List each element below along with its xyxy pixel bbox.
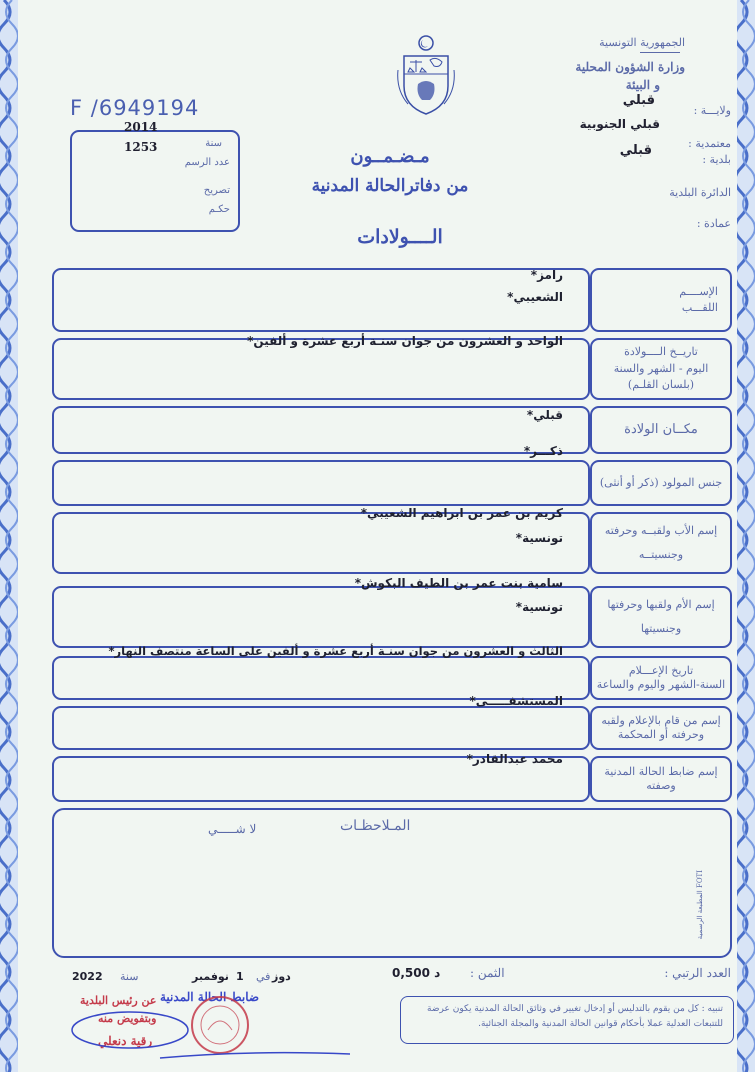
baladia-label: بلدية : (702, 153, 731, 166)
mother-nationality: تونسية* (515, 600, 563, 614)
issue-year-label: سنة (120, 970, 139, 983)
title-extract: مـضـمــون (350, 146, 430, 167)
declarant-field (52, 706, 590, 750)
father-label-2: وجنسيتــه (638, 548, 684, 561)
birthdate-label-3: (بلسان القلـم) (627, 378, 695, 392)
republic-label: الجمهورية التونسية (599, 36, 685, 49)
mother-label-box (590, 586, 732, 648)
birthdate-value: الواحد و العشرون من جوان سنـة أربع عشرة و ألفين* (247, 334, 563, 348)
title-births: الــــولادات (357, 226, 443, 248)
sex-label-box (590, 460, 732, 506)
birthplace-field (52, 406, 590, 454)
name-label-box (590, 268, 732, 332)
declaration-type-label: تصريح (203, 185, 230, 196)
motamadia-value: قبلي الجنوبية (579, 117, 660, 131)
birthplace-value: قبلي* (526, 408, 563, 422)
right-guilloche-border (737, 0, 755, 1072)
ministry-label-2: و البيئة (625, 78, 660, 92)
mother-label-1: إسم الأم ولقبها وحرفتها (607, 597, 715, 611)
judgment-type-label: حكـم (208, 204, 230, 215)
title-registers: من دفاترالحالة المدنية (311, 176, 469, 196)
mother-field (52, 586, 590, 648)
declarant-label-1: إسم من قام بالإعلام ولقبه (601, 713, 721, 727)
printer-side-text: المطبعة الرسمية FOTI (696, 870, 704, 940)
year-label: سنة (205, 138, 222, 149)
birthdate-label-box (590, 338, 732, 400)
mother-label-2: وجنسيتها (640, 622, 682, 635)
issue-year: 2022 (72, 970, 103, 983)
daira-label: الدائرة البلدية (669, 186, 731, 199)
wilaya-label: ولايـــة : (693, 104, 731, 117)
father-value: كريم بن عمر بن ابراهيم الشعيبي* (360, 506, 563, 520)
stamp-line-3: رقية دنعلي (98, 1034, 153, 1048)
father-field (52, 512, 590, 574)
ministry-label: وزارة الشؤون المحلية (575, 60, 685, 74)
declarant-value: المستشفـــــى* (469, 694, 563, 708)
issue-date (72, 970, 312, 988)
officer-label-2: وصفته (646, 779, 676, 792)
sex-field (52, 460, 590, 506)
year-value: 2014 (124, 120, 158, 134)
price-value: 0,500 د (392, 966, 441, 980)
notes-value: لا شـــــي (208, 822, 257, 836)
issue-in: في (256, 970, 271, 983)
officer-label-box (590, 756, 732, 802)
declaration-date-value: الثالث و العشرون من جوان سنـة أربع عشرة و ألفين على الساعة منتصف النهار* (108, 644, 563, 658)
birthplace-label: مكــان الولادة (624, 422, 698, 438)
issue-place: دوز (272, 970, 291, 983)
officer-value: محمد عبدالقادر* (466, 752, 563, 766)
issue-month: نوفمبر (192, 970, 229, 983)
left-guilloche-border (0, 0, 18, 1072)
declarant-label-2: وحرفته أو المحكمة (617, 728, 705, 741)
birthplace-label-box (590, 406, 732, 454)
stamp-line-1: عن رئيس البلدية (80, 994, 157, 1007)
birthdate-label-1: تاريــخ الــــولادة (624, 345, 698, 359)
number-value: 1253 (124, 140, 158, 154)
officer-label-1: إسم ضابط الحالة المدنية (604, 764, 718, 778)
sex-label: جنس المولود (ذكر أو أنثى) (599, 475, 723, 489)
signature-stamp-icon (70, 990, 360, 1065)
father-label-1: إسم الأب ولقبــه وحرفته (604, 523, 718, 537)
surname-value: الشعيبي* (507, 290, 563, 304)
officer-title-stamp: ضابط الحالة المدنية (160, 990, 260, 1004)
imada-label: عمادة : (696, 217, 731, 230)
declaration-date-label-2: السنة-الشهر واليوم والساعة (596, 678, 726, 691)
declaration-date-label-box (590, 656, 732, 700)
father-label-box (590, 512, 732, 574)
price-label: الثمن : (470, 966, 505, 980)
legal-warning: تنبيه : كل من يقوم بالتدليس أو إدخال تغيير في وثائق الحالة المدنية يكون عرضة للتتبعات العدلية عملا بأحكام قوانين الحالة المدنية والمجلة الجنائية. (400, 996, 734, 1044)
name-value: رامز* (530, 268, 563, 282)
coat-of-arms-icon (396, 34, 456, 118)
notes-label: المـلاحظـات (340, 818, 411, 834)
father-nationality: تونسية* (515, 531, 563, 545)
wilaya-value: قبلي (622, 93, 655, 108)
issue-day: 1 (236, 970, 244, 983)
surname-label: اللقـــب (681, 301, 718, 314)
birthdate-label-2: اليوم - الشهر والسنة (613, 361, 709, 375)
motamadia-label: معتمدية : (688, 137, 731, 150)
mother-value: سامية بنت عمر بن الطيف البكوش* (354, 576, 563, 590)
number-label: عدد الرسم (184, 157, 230, 168)
declaration-date-label-1: تاريخ الإعـــلام (628, 663, 694, 677)
serial-number: F /6949194 (70, 96, 200, 120)
baladia-value: قبلي (619, 143, 652, 158)
name-label: الإســــم (679, 284, 718, 298)
sex-value: ذكـــر* (523, 444, 563, 458)
declarant-label-box (590, 706, 732, 750)
serial-order-label: العدد الرتبي : (664, 966, 731, 980)
stamp-line-2: وبتفويض منه (98, 1012, 157, 1025)
header-divider (640, 52, 680, 53)
